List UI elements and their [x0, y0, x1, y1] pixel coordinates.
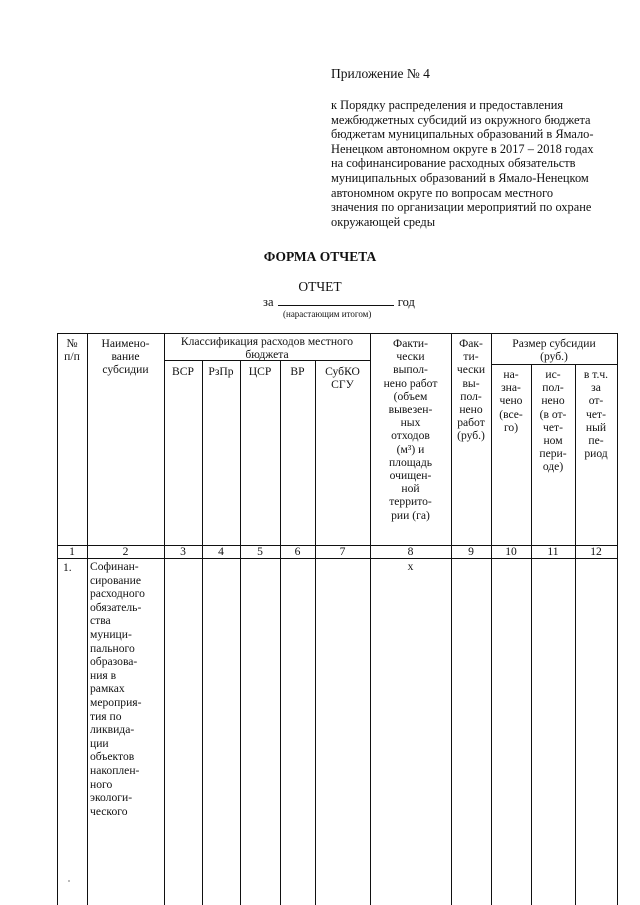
row-subsidy-name-line: мероприя-	[90, 695, 142, 709]
header-executed-line: оде)	[542, 460, 564, 474]
header-executed-line: пери-	[539, 447, 567, 461]
header-work-cost-line: ти-	[463, 350, 479, 364]
header-assigned-line: чено	[499, 394, 523, 408]
row-subsidy-name-line: накоплен-	[90, 763, 140, 777]
appendix-line: Ненецком автономном округе в 2017 – 2018 годах	[331, 141, 594, 156]
header-csr	[240, 365, 280, 378]
column-line-0	[57, 333, 58, 905]
header-classification-line: бюджета	[245, 348, 289, 362]
appendix-line: к Порядку распределения и предоставления	[331, 98, 564, 112]
header-subsidy-name-line: субсидии	[102, 363, 149, 377]
row-subsidy-name-line: расходного	[90, 587, 145, 601]
header-work-volume-line: (объем	[393, 389, 428, 403]
row-subsidy-name-line: ции	[90, 736, 109, 750]
column-number: 9	[468, 545, 474, 558]
header-rzpr	[202, 365, 240, 378]
header-executed-line: (в от-	[539, 407, 567, 421]
header-work-volume-line: ной	[401, 482, 420, 496]
row-subsidy-name-line: экологи-	[90, 791, 133, 805]
header-work-cost-line: чески	[456, 363, 486, 377]
column-number: 12	[590, 545, 602, 558]
column-number: 10	[505, 545, 517, 558]
header-period-line: в т.ч.	[583, 368, 609, 381]
column-line-12	[617, 333, 618, 905]
column-number: 6	[294, 545, 301, 558]
period-note: (нарастающим итогом)	[283, 309, 372, 319]
header-work-volume-line: очищен-	[389, 469, 432, 483]
header-assigned-line: го)	[503, 420, 519, 434]
column-number: 8	[407, 545, 414, 558]
header-classification	[164, 335, 370, 361]
row-subsidy-name-line: ного	[90, 777, 113, 791]
header-work-volume-line: нено работ	[383, 376, 438, 390]
header-subsidy-size-line: Размер субсидии	[512, 337, 596, 350]
header-period-line: риод	[584, 447, 608, 461]
header-work-volume-line: отходов	[391, 429, 430, 443]
row-subsidy-name-line: объектов	[90, 750, 135, 764]
header-work-volume-line: выпол-	[393, 363, 428, 377]
report-title: ОТЧЕТ	[298, 279, 342, 294]
header-work-volume-line: площадь	[388, 455, 433, 469]
column-number: 2	[122, 545, 129, 558]
header-work-volume	[370, 337, 451, 522]
header-work-cost-line: нено	[459, 403, 483, 417]
column-line-4	[240, 360, 241, 905]
row-subsidy-name-line: ства	[90, 614, 111, 628]
header-assigned-line: (все-	[499, 407, 523, 421]
column-line-6	[315, 360, 316, 905]
header-subkosgu	[315, 365, 370, 391]
row-subsidy-name-line: сирование	[90, 573, 141, 587]
appendix-line: на софинансирование расходных обязательств	[331, 156, 576, 171]
appendix-line: значения по организации мероприятий по охране	[331, 200, 592, 215]
header-executed-line: пол-	[542, 381, 564, 395]
header-work-volume-line: (м³) и	[396, 442, 425, 456]
row-work-volume-value: х	[407, 560, 414, 573]
appendix-title: Приложение № 4	[331, 66, 430, 81]
row-subsidy-name-line: пального	[90, 641, 135, 655]
header-subsidy-name-line: вание	[111, 350, 140, 364]
header-vr	[280, 365, 315, 378]
header-number-line: п/п	[64, 350, 80, 364]
column-line-1	[87, 333, 88, 905]
header-csr-line: ЦСР	[248, 365, 272, 378]
column-number: 11	[547, 545, 559, 558]
column-number: 3	[180, 545, 186, 558]
period-blank[interactable]	[278, 294, 394, 306]
header-period-line: ный	[585, 420, 607, 434]
header-work-cost-line: вы-	[462, 376, 480, 390]
header-work-cost-line: (руб.)	[457, 429, 485, 443]
appendix-line: межбюджетных субсидий из окружного бюджета	[331, 112, 591, 127]
report-period	[263, 294, 415, 310]
appendix-line: автономном округе по вопросам местного	[331, 185, 554, 200]
header-period-line: пе-	[588, 434, 604, 448]
header-period-line: за	[591, 381, 601, 395]
row-subsidy-name	[90, 560, 170, 818]
number-row-bottom	[57, 558, 617, 559]
header-subsidy-size	[491, 337, 617, 363]
scan-speck	[68, 880, 70, 882]
header-executed-line: чет-	[543, 420, 563, 434]
row-number: 1.	[63, 561, 72, 574]
header-work-cost	[451, 337, 491, 443]
header-period-line: чет-	[586, 407, 606, 421]
appendix-line: бюджетам муниципальных образований в Ямало-	[331, 127, 594, 142]
header-vsr-line: ВСР	[172, 365, 194, 378]
form-title: ФОРМА ОТЧЕТА	[263, 249, 377, 264]
row-subsidy-name-line: ческого	[90, 804, 128, 818]
header-work-volume-line: Факти-	[393, 337, 428, 350]
header-executed	[531, 368, 575, 474]
header-work-volume-line: вывезен-	[388, 403, 433, 417]
header-assigned-line: на-	[503, 368, 519, 381]
header-number	[57, 337, 87, 363]
header-period	[575, 368, 617, 460]
header-rzpr-line: РзПр	[208, 365, 234, 378]
header-number-line: №	[66, 337, 78, 350]
header-work-cost-line: Фак-	[459, 337, 483, 350]
header-executed-line: нено	[541, 394, 565, 408]
row-subsidy-name-line: тия по	[90, 709, 122, 723]
column-line-3	[202, 360, 203, 905]
row-subsidy-name-line: муници-	[90, 627, 132, 641]
header-executed-line: ис-	[545, 368, 561, 381]
column-line-5	[280, 360, 281, 905]
column-number: 7	[339, 545, 346, 558]
header-work-cost-line: работ	[457, 416, 485, 430]
header-assigned	[491, 368, 531, 434]
column-number: 4	[218, 545, 224, 558]
period-suffix: год	[397, 295, 415, 309]
header-subkosgu-line: СГУ	[331, 378, 354, 392]
appendix-line: муниципальных образований в Ямало-Ненецком	[331, 170, 589, 185]
header-work-volume-line: террито-	[389, 495, 432, 509]
row-subsidy-name-line: образова-	[90, 655, 138, 669]
header-classification-line: Классификация расходов местного	[180, 335, 354, 348]
row-subsidy-name-line: обязатель-	[90, 600, 142, 614]
header-work-volume-line: ных	[400, 416, 421, 430]
table-border-top	[57, 333, 617, 334]
header-subsidy-name	[87, 337, 164, 377]
header-work-volume-line: рии (га)	[391, 508, 430, 522]
header-vsr	[164, 365, 202, 378]
column-number: 1	[69, 545, 75, 558]
subsidy-divider	[491, 364, 617, 365]
header-assigned-line: зна-	[501, 381, 521, 395]
appendix-body	[331, 98, 621, 229]
row-subsidy-name-line: ния в	[90, 668, 117, 682]
header-work-volume-line: чески	[396, 350, 425, 364]
header-work-cost-line: пол-	[460, 389, 482, 403]
row-subsidy-name-line: рамках	[90, 682, 125, 696]
row-subsidy-name-line: Софинан-	[90, 560, 139, 573]
header-executed-line: ном	[543, 434, 563, 448]
period-prefix: за	[263, 295, 274, 309]
column-number: 5	[257, 545, 263, 558]
header-subkosgu-line: СубКО	[325, 365, 360, 378]
header-period-line: от-	[588, 394, 604, 408]
appendix-line: окружающей среды	[331, 214, 436, 229]
row-subsidy-name-line: ликвида-	[90, 723, 135, 737]
header-subsidy-name-line: Наимено-	[101, 337, 150, 350]
header-subsidy-size-line: (руб.)	[540, 350, 568, 364]
header-vr-line: ВР	[290, 365, 305, 378]
